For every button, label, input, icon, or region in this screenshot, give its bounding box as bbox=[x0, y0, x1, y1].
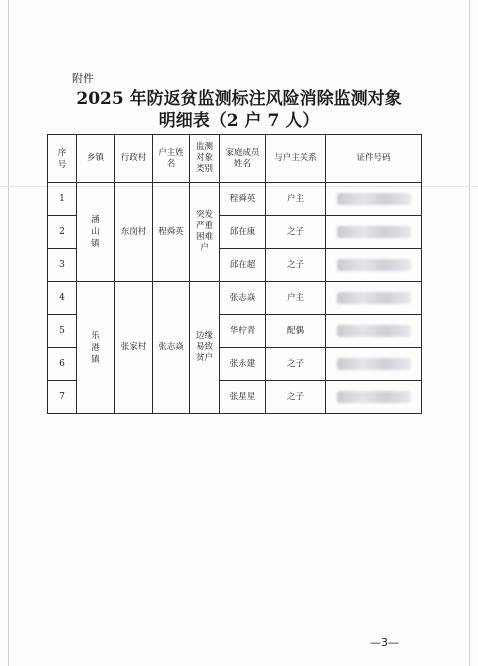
id-number-cell bbox=[326, 183, 422, 216]
seq-cell: 2 bbox=[48, 216, 77, 249]
relation-cell: 之子 bbox=[266, 216, 326, 249]
relation-cell: 之子 bbox=[266, 249, 326, 282]
relation-cell: 配偶 bbox=[266, 315, 326, 348]
page-number: —3— bbox=[370, 636, 399, 649]
header-member: 家庭成员姓名 bbox=[220, 135, 266, 183]
relation-cell: 之子 bbox=[266, 348, 326, 381]
header-householder: 户主姓名 bbox=[153, 135, 190, 183]
seq-cell: 3 bbox=[48, 249, 77, 282]
id-number-cell bbox=[326, 216, 422, 249]
seq-cell: 6 bbox=[48, 348, 77, 381]
relation-cell: 户主 bbox=[266, 183, 326, 216]
header-seq: 序号 bbox=[48, 135, 77, 183]
title-line-1: 2025 年防返贫监测标注风险消除监测对象 bbox=[76, 89, 402, 109]
seq-cell: 1 bbox=[48, 183, 77, 216]
header-id-number: 证件号码 bbox=[326, 135, 422, 183]
title-line-2: 明细表（2 户 7 人） bbox=[158, 111, 320, 131]
householder-cell: 张志焱 bbox=[153, 282, 190, 414]
redacted-id bbox=[337, 391, 411, 403]
attachment-label: 附件 bbox=[72, 72, 94, 85]
township-cell: 乐港镇 bbox=[77, 282, 115, 414]
table-header-row bbox=[48, 135, 422, 183]
seq-cell: 7 bbox=[48, 381, 77, 414]
id-number-cell bbox=[326, 282, 422, 315]
header-category: 监测对象类别 bbox=[190, 135, 220, 183]
village-cell: 张家村 bbox=[115, 282, 153, 414]
redacted-id bbox=[337, 259, 411, 271]
table-row bbox=[48, 282, 422, 315]
id-number-cell bbox=[326, 381, 422, 414]
header-village: 行政村 bbox=[115, 135, 153, 183]
member-name-cell: 华柠青 bbox=[220, 315, 266, 348]
seq-cell: 5 bbox=[48, 315, 77, 348]
id-number-cell bbox=[326, 315, 422, 348]
member-name-cell: 程舜英 bbox=[220, 183, 266, 216]
member-name-cell: 邱在超 bbox=[220, 249, 266, 282]
redacted-id bbox=[337, 193, 411, 205]
header-township: 乡镇 bbox=[77, 135, 115, 183]
id-number-cell bbox=[326, 249, 422, 282]
township-cell: 涵山镇 bbox=[77, 183, 115, 282]
redacted-id bbox=[337, 358, 411, 370]
id-number-cell bbox=[326, 348, 422, 381]
relation-cell: 户主 bbox=[266, 282, 326, 315]
monitoring-table bbox=[47, 134, 422, 414]
seq-cell: 4 bbox=[48, 282, 77, 315]
member-name-cell: 邱在康 bbox=[220, 216, 266, 249]
relation-cell: 之子 bbox=[266, 381, 326, 414]
category-cell: 突发严重困难户 bbox=[190, 183, 220, 282]
redacted-id bbox=[337, 226, 411, 238]
category-cell: 边缘易致贫户 bbox=[190, 282, 220, 414]
redacted-id bbox=[337, 325, 411, 337]
header-relation: 与户主关系 bbox=[266, 135, 326, 183]
householder-cell: 程舜英 bbox=[153, 183, 190, 282]
member-name-cell: 张星星 bbox=[220, 381, 266, 414]
redacted-id bbox=[337, 292, 411, 304]
member-name-cell: 张志焱 bbox=[220, 282, 266, 315]
village-cell: 东岗村 bbox=[115, 183, 153, 282]
page-title bbox=[0, 88, 478, 132]
member-name-cell: 张永建 bbox=[220, 348, 266, 381]
table-row bbox=[48, 183, 422, 216]
